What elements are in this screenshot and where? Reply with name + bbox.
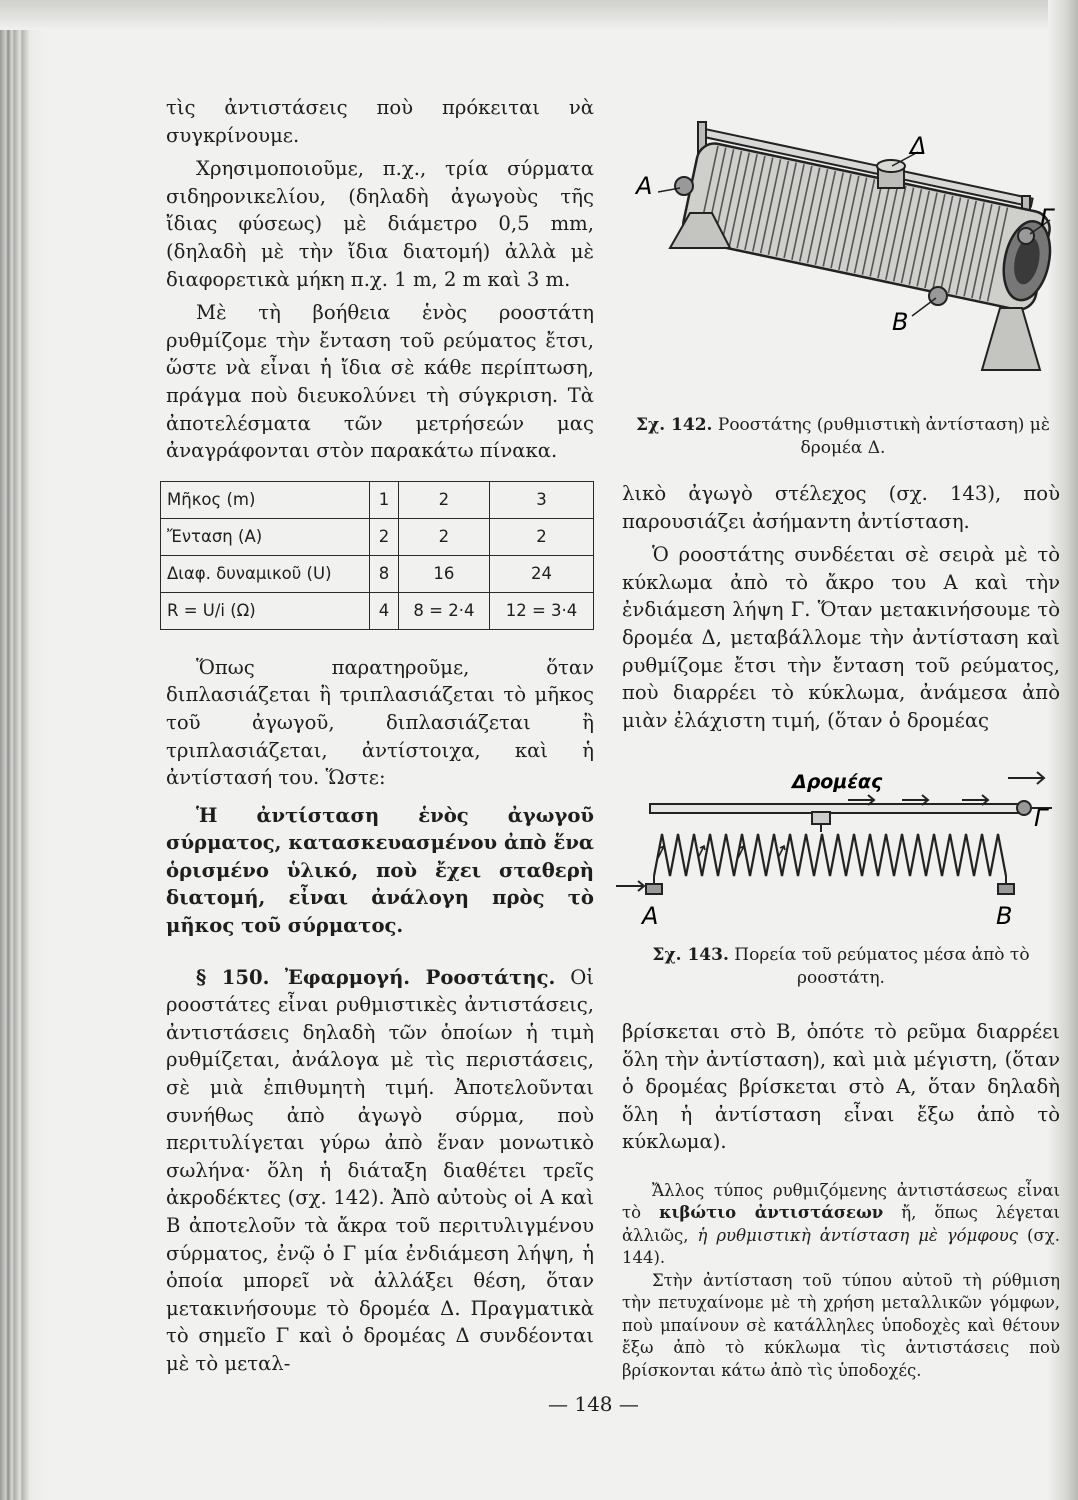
table-row bbox=[161, 481, 594, 518]
page-top-shadow bbox=[0, 0, 1078, 30]
figure-143-caption bbox=[622, 944, 1060, 989]
table-cell: Μῆκος (m) bbox=[161, 481, 370, 518]
table-cell: Ἔνταση (A) bbox=[161, 518, 370, 555]
caption-number: Σχ. 142. bbox=[636, 415, 713, 435]
table-cell: 24 bbox=[489, 555, 593, 592]
table-cell: 12 = 3·4 bbox=[489, 592, 593, 629]
book-binding-edge bbox=[0, 0, 46, 1500]
section-text: Οἱ ροοστάτες εἶναι ρυθμιστικὲς ἀντιστάσεις, ἀντιστάσεις δηλαδὴ τῶν ὁποίων ἡ τιμὴ ρυθμίζεται, ἀνάλογα μὲ τὶς περιστάσεις, σὲ μιὰ ἐπιθυμητὴ τιμή. Ἀποτελοῦνται συνήθως ἀπὸ ἀγωγὸ σύρμα, ποὺ περιτυλίγεται γύρω ἀπὸ ἕναν μονωτικὸ σωλήνα· ὅλη ἡ διάταξη διαθέτει τρεῖς ἀκροδέκτες (σχ. 142). Ἀπὸ αὐτοὺς οἱ Α καὶ Β ἀποτελοῦν τὰ ἄκρα τοῦ περιτυλιγμένου σύρματος, ἐνῷ ὁ Γ μία ἐνδιάμεση λήψη, ἡ ὁποία μπορεῖ νὰ ἀλλάξει θέση, ὅταν μετακινήσουμε τὸ δρομέα Δ. Πραγματικὰ τὸ σημεῖο Γ καὶ ὁ δρομέας Δ συνδέονται μὲ τὸ μεταλ- bbox=[166, 965, 595, 1375]
label-d: Δ bbox=[910, 132, 927, 160]
coil-label-b: Β bbox=[996, 902, 1013, 930]
measurement-table bbox=[160, 481, 594, 630]
law-statement: Ἡ ἀντίσταση ἑνὸς ἀγωγοῦ σύρματος, κατασκευασμένου ἀπὸ ἕνα ὁρισμένο ὑλικό, ποὺ ἔχει σταθερὴ διατομή, εἶναι ἀνάλογη πρὸς τὸ μῆκος τοῦ σύρματος. bbox=[166, 803, 594, 938]
small-text: Ἄλλος τύπος ρυθμιζόμενης ἀντιστάσεως εἶναι τὸ bbox=[622, 1180, 1060, 1223]
table-cell: 4 bbox=[370, 592, 399, 629]
table-cell: R = U/i (Ω) bbox=[161, 592, 370, 629]
table-row bbox=[161, 518, 594, 555]
paragraph-2: Χρησιμοποιοῦμε, π.χ., τρία σύρματα σιδηρονικελίου, (δηλαδὴ ἀγωγοὺς τῆς ἴδιας φύσεως) μὲ διάμετρο 0,5 mm, (δηλαδὴ μὲ τὴν ἴδια διατομή) ἀλλὰ μὲ διαφορετικὰ μήκη π.χ. 1 m, 2 m καὶ 3 m. bbox=[166, 157, 594, 291]
left-column bbox=[166, 94, 594, 1378]
small-text: ἤ, ὅπως λέγεται ἀλλιῶς, bbox=[622, 1203, 1061, 1245]
paragraph-7: βρίσκεται στὸ Β, ὁπότε τὸ ρεῦμα διαρρέει ὅλη τὴν ἀντίσταση), καὶ μιὰ μέγιστη, (ὅταν ὁ δρομέας βρίσκεται στὸ Α, ὅταν δηλαδὴ ὅλη ἡ ἀντίσταση εἶναι ἔξω ἀπὸ τὸ κύκλωμα). bbox=[622, 1020, 1060, 1154]
table-cell: 8 = 2·4 bbox=[398, 592, 489, 629]
table-cell: 2 bbox=[489, 518, 593, 555]
label-g: Γ bbox=[1040, 204, 1054, 232]
table-row bbox=[161, 555, 594, 592]
table-cell: 2 bbox=[370, 518, 399, 555]
paragraph-1: τὶς ἀντιστάσεις ποὺ πρόκειται νὰ συγκρίνουμε. bbox=[166, 96, 594, 147]
right-column bbox=[622, 480, 1060, 734]
bar-label-g: Γ bbox=[1034, 804, 1048, 832]
table-cell: 2 bbox=[398, 481, 489, 518]
coil-label-a: Α bbox=[642, 902, 659, 930]
rheostat-current-diagram bbox=[612, 766, 1060, 932]
small-bold: κιβώτιο ἀντιστάσεων bbox=[659, 1203, 884, 1223]
small-text: (σχ. 144). bbox=[622, 1225, 1060, 1268]
paragraph-3: Μὲ τὴ βοήθεια ἑνὸς ροοστάτη ρυθμίζομε τὴν ἔνταση τοῦ ρεύματος ἔτσι, ὥστε νὰ εἶναι ἡ ἴδια σὲ κάθε περίπτωση, πράγμα ποὺ διευκολύνει τὴ σύγκριση. Τὰ ἀποτελέσματα τῶν μετρήσεών μας ἀναγράφονται στὸν παρακάτω πίνακα. bbox=[166, 301, 594, 463]
table-cell: Διαφ. δυναμικοῦ (U) bbox=[161, 555, 370, 592]
small-paragraph-1 bbox=[622, 1180, 1060, 1270]
caption-text: Ροοστάτης (ρυθμιστικὴ ἀντίσταση) μὲ δρομέα Δ. bbox=[717, 415, 1050, 458]
small-print-note bbox=[622, 1180, 1060, 1383]
caption-text: Πορεία τοῦ ρεύματος μέσα ἀπὸ τὸ ροοστάτη. bbox=[734, 945, 1030, 988]
table-cell: 8 bbox=[370, 555, 399, 592]
table-cell: 16 bbox=[398, 555, 489, 592]
slider-label: Δρομέας bbox=[792, 771, 883, 793]
caption-number: Σχ. 143. bbox=[652, 945, 729, 965]
table-cell: 3 bbox=[489, 481, 593, 518]
small-italic: ἡ ρυθμιστικὴ ἀντίσταση μὲ γόμφους bbox=[697, 1225, 1019, 1245]
paragraph-6: Ὁ ροοστάτης συνδέεται σὲ σειρὰ μὲ τὸ κύκλωμα ἀπὸ τὸ ἄκρο του Α καὶ τὴν ἐνδιάμεση λήψη Γ. Ὅταν μετακινήσουμε τὸ δρομέα Δ, μεταβάλλομε τὴν ἀντίσταση καὶ ρυθμίζομε ἔτσι τὴν ἔνταση τοῦ ρεύματος, ποὺ διαρρέει τὸ κύκλωμα, ἀνάμεσα ἀπὸ μιὰν ἐλάχιστη τιμή, (ὅταν ὁ δρομέας bbox=[622, 543, 1060, 732]
label-a: Α bbox=[636, 172, 653, 200]
table-row bbox=[161, 592, 594, 629]
section-heading: § 150. Ἐφαρμογή. Ροοστάτης. bbox=[196, 965, 556, 989]
table-cell: 1 bbox=[370, 481, 399, 518]
paragraph-5: λικὸ ἀγωγὸ στέλεχος (σχ. 143), ποὺ παρουσιάζει ἀσήμαντη ἀντίσταση. bbox=[622, 482, 1060, 533]
rheostat-illustration bbox=[620, 108, 1060, 408]
right-column-continued bbox=[622, 1018, 1060, 1382]
paragraph-4: Ὅπως παρατηροῦμε, ὅταν διπλασιάζεται ἢ τριπλασιάζεται τὸ μῆκος τοῦ ἀγωγοῦ, διπλασιάζεται ἢ τριπλασιάζεται, ἀντίστοιχα, καὶ ἡ ἀντίστασή του. Ὥστε: bbox=[166, 655, 594, 790]
figure-142-caption bbox=[622, 414, 1064, 459]
label-b: Β bbox=[892, 308, 909, 336]
page-number: — 148 — bbox=[548, 1392, 639, 1416]
table-cell: 2 bbox=[398, 518, 489, 555]
section-150 bbox=[166, 964, 594, 1378]
small-paragraph-2: Στὴν ἀντίσταση τοῦ τύπου αὐτοῦ τὴ ρύθμιση τὴν πετυχαίνομε μὲ τὴ χρήση μεταλλικῶν γόμφων, ποὺ μπαίνουν σὲ κατάλληλες ὑποδοχὲς καὶ θέτουν ἔξω ἀπὸ τὸ κύκλωμα τὶς ἀντιστάσεις ποὺ βρίσκονται κάτω ἀπὸ τὶς ὑποδοχές. bbox=[622, 1270, 1060, 1380]
